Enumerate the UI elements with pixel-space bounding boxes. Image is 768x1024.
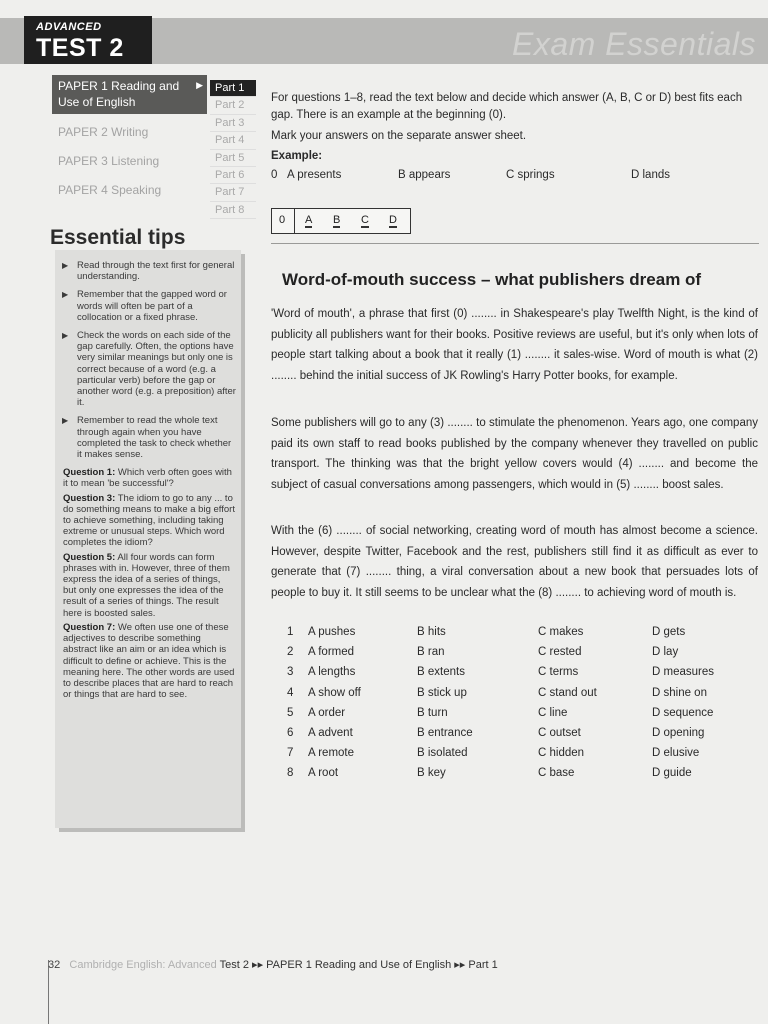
- question-num: 3: [287, 666, 294, 679]
- option-row: [287, 666, 747, 686]
- article-paragraph-3: With the (6) ........ of social networking, creating word of mouth has almost become a science. However, despite Twitter, Facebook and the rest, publishers still find it as difficult as ever to generate that (7) ........ thing, a viral conversation about a new book that persuades lots of people to buy it. It still seems to be unclear what the (8) ........ to achieving word of mouth is.: [271, 525, 758, 599]
- question-tip: [55, 622, 241, 700]
- option-d: D lay: [652, 646, 679, 659]
- part-tab-8[interactable]: Part 8: [210, 202, 256, 219]
- option-a: A remote: [308, 747, 355, 760]
- instruction-text: For questions 1–8, read the text below and decide which answer (A, B, C or D) best fits each gap. There is an example at the beginning (0).: [271, 92, 743, 121]
- paper-4-nav[interactable]: PAPER 4 Speaking: [58, 183, 162, 197]
- question-tip: [55, 467, 241, 489]
- answer-box-b: B: [333, 214, 341, 226]
- part-tab-7[interactable]: Part 7: [210, 184, 256, 201]
- option-a: A root: [308, 767, 339, 780]
- divider: [271, 243, 759, 244]
- option-row: [287, 767, 747, 787]
- option-a: A order: [308, 706, 346, 719]
- article-paragraph-1: 'Word of mouth', a phrase that first (0) ........ in Shakespeare's play Twelfth Night, is the kind of publicity all publishers want for their books. Positive reviews are useful, but it's only when lots of people start talking about a book that it really (1) ........ it sales-wise. Word of mouth is what (2) ........ behind the initial success of JK Rowling's Harry Potter books, for example.: [271, 308, 758, 382]
- option-b: B isolated: [417, 747, 468, 760]
- example-row: [271, 169, 759, 187]
- book-title: Cambridge English: Advanced: [69, 959, 217, 971]
- test-label-block: [24, 16, 152, 64]
- bullet-icon: ▶: [62, 261, 69, 270]
- tip-text: Read through the text first for general understanding.: [77, 260, 235, 283]
- question-num: 7: [287, 747, 294, 760]
- instructions: [271, 90, 759, 187]
- answer-options: [287, 626, 747, 788]
- question-num: 2: [287, 646, 294, 659]
- option-b: B key: [417, 767, 446, 780]
- question-tip-label: Question 7:: [63, 621, 116, 633]
- option-row: [287, 626, 747, 646]
- article-title: Word-of-mouth success – what publishers dream of: [282, 270, 702, 289]
- tip-item: [55, 330, 241, 408]
- question-tip-text: We often use one of these adjectives to describe something abstract like an aim or an idea which is difficult to define or achieve. This is the meaning here. The other words are used to describe places that are hard to reach or things that are hard to see.: [63, 621, 235, 701]
- advanced-label: ADVANCED: [36, 21, 102, 33]
- option-row: [287, 646, 747, 666]
- test-number: TEST 2: [36, 34, 124, 62]
- part-tab-6[interactable]: Part 6: [210, 167, 256, 184]
- option-c: C outset: [538, 726, 581, 739]
- tips-title: Essential tips: [50, 226, 186, 249]
- example-num: 0: [271, 169, 278, 181]
- option-b: B hits: [417, 626, 446, 638]
- question-num: 1: [287, 626, 294, 638]
- page-number: 32: [48, 959, 61, 971]
- tip-text: Check the words on each side of the gap carefully. Often, the options have very similar meanings but only one is correct because of a word (e.g. a particular verb) before the gap or another word (e.g. a preposition) after it.: [77, 330, 236, 409]
- paper-3-nav[interactable]: PAPER 3 Listening: [58, 154, 160, 168]
- option-row: [287, 687, 747, 707]
- answer-box-c: C: [361, 214, 369, 226]
- question-tip-label: Question 5:: [63, 551, 116, 563]
- option-a: A pushes: [308, 626, 356, 638]
- answer-box-divider: [294, 209, 295, 233]
- bullet-icon: ▶: [62, 331, 69, 341]
- example-label: Example:: [271, 150, 323, 162]
- example-option-c: C springs: [506, 169, 555, 181]
- bullet-icon: ▶: [62, 290, 69, 300]
- part-tab-3[interactable]: Part 3: [210, 115, 256, 132]
- bullet-icon: ▶: [62, 416, 69, 426]
- mark-instruction: Mark your answers on the separate answer sheet.: [271, 130, 527, 142]
- arrow-right-icon: ▶: [196, 80, 203, 90]
- part-nav: [210, 80, 256, 219]
- tip-item: [55, 415, 241, 460]
- option-d: D measures: [652, 666, 714, 679]
- tip-text: Remember to read the whole text through again when you have completed the task to check whether it makes sense.: [77, 415, 232, 461]
- option-row: [287, 727, 747, 747]
- example-answer-box: [271, 208, 411, 234]
- option-b: B stick up: [417, 686, 467, 699]
- question-tip-text: Which verb often goes with it to mean 'be successful'?: [63, 467, 232, 490]
- article-paragraph-2: Some publishers will go to any (3) ........ to stimulate the phenomenon. Years ago, one company paid its own staff to read books published by the company whenever they travelled on public transport. The thinking was that the bright yellow covers would (4) ........ and become the subject of casual conversations among passengers, which would in (5) ........ boost sales.: [271, 417, 758, 491]
- option-row: [287, 747, 747, 767]
- option-d: D gets: [652, 626, 686, 638]
- question-num: 5: [287, 706, 294, 719]
- question-tip-text: The idiom to go to any ... to do something means to make a big effort to achieve something, including taking extreme or unusual steps. Which word completes the idiom?: [63, 492, 235, 549]
- example-option-b: B appears: [398, 169, 451, 181]
- option-d: D shine on: [652, 686, 707, 699]
- option-c: C base: [538, 767, 575, 780]
- footer: [48, 958, 498, 971]
- option-c: C terms: [538, 666, 579, 679]
- paper-1-label: PAPER 1 Reading and Use of English: [58, 79, 180, 109]
- tip-text: Remember that the gapped word or words will often be part of a collocation or a fixed phrase.: [77, 289, 227, 323]
- tip-item: [55, 289, 241, 323]
- section-title: Exam Essentials: [511, 26, 756, 62]
- question-tip-label: Question 1:: [63, 467, 116, 479]
- option-d: D elusive: [652, 747, 700, 760]
- paper-nav: [52, 75, 207, 207]
- option-c: C rested: [538, 646, 582, 659]
- paper-2-nav[interactable]: PAPER 2 Writing: [58, 125, 149, 139]
- option-a: A formed: [308, 646, 355, 659]
- option-a: A show off: [308, 686, 361, 699]
- answer-box-num: 0: [279, 214, 286, 226]
- tip-item: [55, 260, 241, 282]
- option-c: C line: [538, 706, 568, 719]
- option-c: C makes: [538, 626, 584, 638]
- option-b: B extents: [417, 666, 465, 679]
- question-num: 6: [287, 726, 294, 739]
- option-row: [287, 707, 747, 727]
- part-tab-4[interactable]: Part 4: [210, 132, 256, 149]
- part-tab-1[interactable]: Part 1: [210, 80, 256, 97]
- question-num: 8: [287, 767, 294, 780]
- option-a: A lengths: [308, 666, 356, 679]
- question-tip-text: All four words can form phrases with in. However, three of them express the idea of a series of things, but only one expresses the idea of the result of a series of things. The result here is boosted sales.: [63, 551, 230, 619]
- question-num: 4: [287, 686, 294, 699]
- option-b: B turn: [417, 706, 448, 719]
- option-b: B entrance: [417, 726, 473, 739]
- tips-box: [55, 250, 241, 828]
- option-d: D opening: [652, 726, 705, 739]
- option-a: A advent: [308, 726, 353, 739]
- question-tip: [55, 493, 241, 549]
- option-c: C hidden: [538, 747, 585, 760]
- footer-path: Test 2 ▸▸ PAPER 1 Reading and Use of English ▸▸ Part 1: [219, 959, 498, 971]
- option-b: B ran: [417, 646, 445, 659]
- question-tip: [55, 552, 241, 619]
- part-tab-2[interactable]: Part 2: [210, 97, 256, 114]
- example-option-a: A presents: [287, 169, 342, 181]
- option-c: C stand out: [538, 686, 597, 699]
- example-option-d: D lands: [631, 169, 670, 181]
- part-tab-5[interactable]: Part 5: [210, 150, 256, 167]
- paper-1-nav[interactable]: [52, 75, 207, 114]
- option-d: D sequence: [652, 706, 714, 719]
- answer-box-d: D: [389, 214, 397, 226]
- answer-box-a: A: [305, 214, 313, 226]
- question-tip-label: Question 3:: [63, 492, 116, 504]
- option-d: D guide: [652, 767, 692, 780]
